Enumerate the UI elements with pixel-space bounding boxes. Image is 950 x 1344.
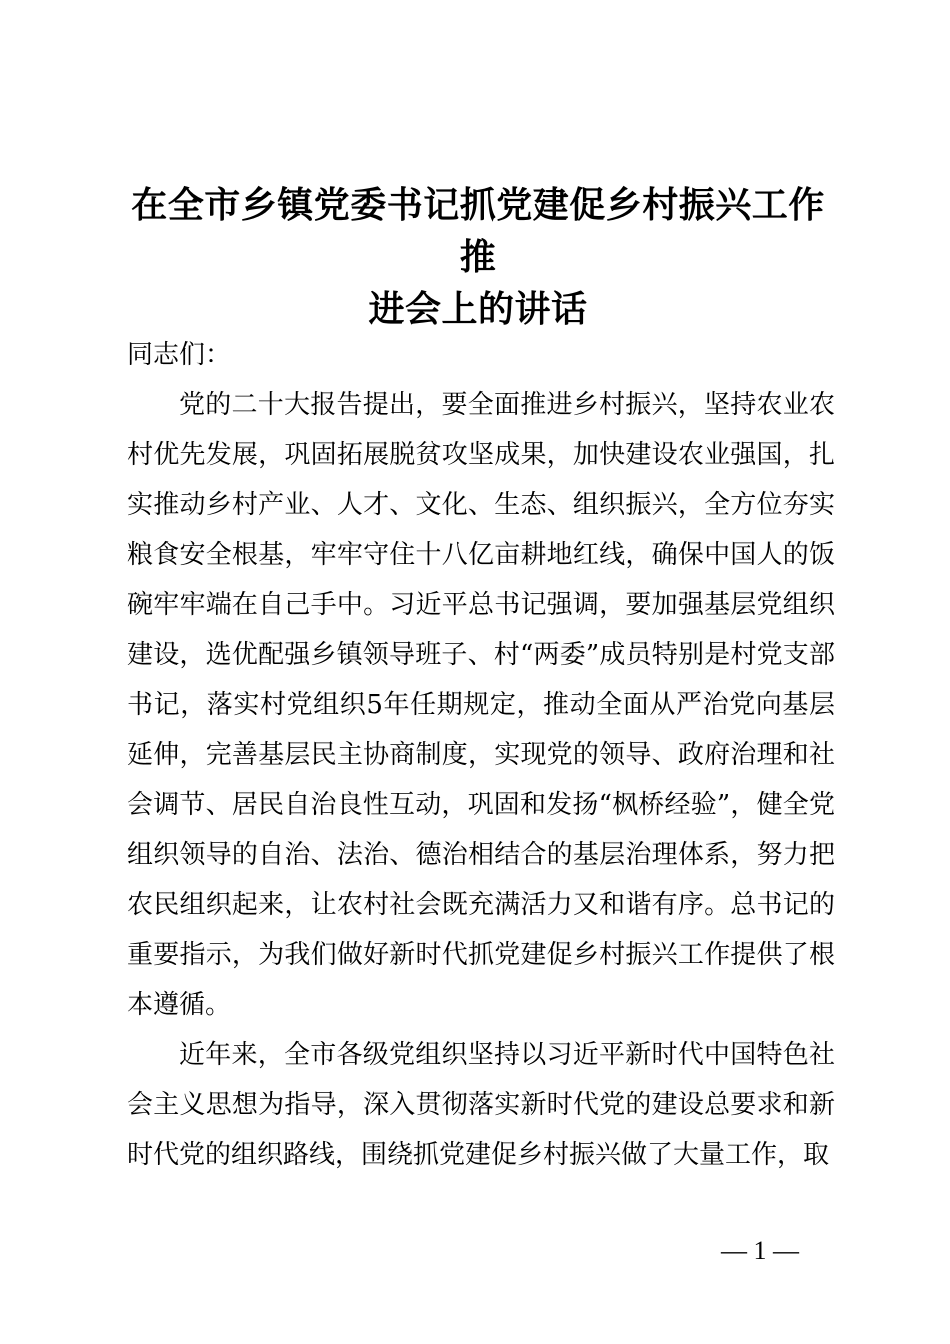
document-body	[127, 330, 835, 1180]
salutation: 同志们：	[127, 340, 232, 370]
title-line-1: 在全市乡镇党委书记抓党建促乡村振兴工作推	[131, 185, 825, 278]
paragraph-2: 近年来，全市各级党组织坚持以习近平新时代中国特色社会主义思想为指导，深入贯彻落实新时代党的建设总要求和新时代党的组织路线，围绕抓党建促乡村振兴做了大量工作，取	[127, 1040, 835, 1170]
title-line-2: 进会上的讲话	[368, 289, 588, 330]
paragraph-1: 党的二十大报告提出，要全面推进乡村振兴，坚持农业农村优先发展，巩固拓展脱贫攻坚成果，加快建设农业强国，扎实推动乡村产业、人才、文化、生态、组织振兴，全方位夯实粮食安全根基，牢牢守住十八亿亩耕地红线，确保中国人的饭碗牢牢端在自己手中。习近平总书记强调，要加强基层党组织建设，选优配强乡镇领导班子、村“两委”成员特别是村党支部书记，落实村党组织5年任期规定，推动全面从严治党向基层延伸，完善基层民主协商制度，实现党的领导、政府治理和社会调节、居民自治良性互动，巩固和发扬“枫桥经验”，健全党组织领导的自治、法治、德治相结合的基层治理体系，努力把农民组织起来，让农村社会既充满活力又和谐有序。总书记的重要指示，为我们做好新时代抓党建促乡村振兴工作提供了根本遵循。	[127, 390, 835, 1020]
page-number: — 1 —	[721, 1236, 799, 1265]
document-title	[118, 180, 838, 336]
